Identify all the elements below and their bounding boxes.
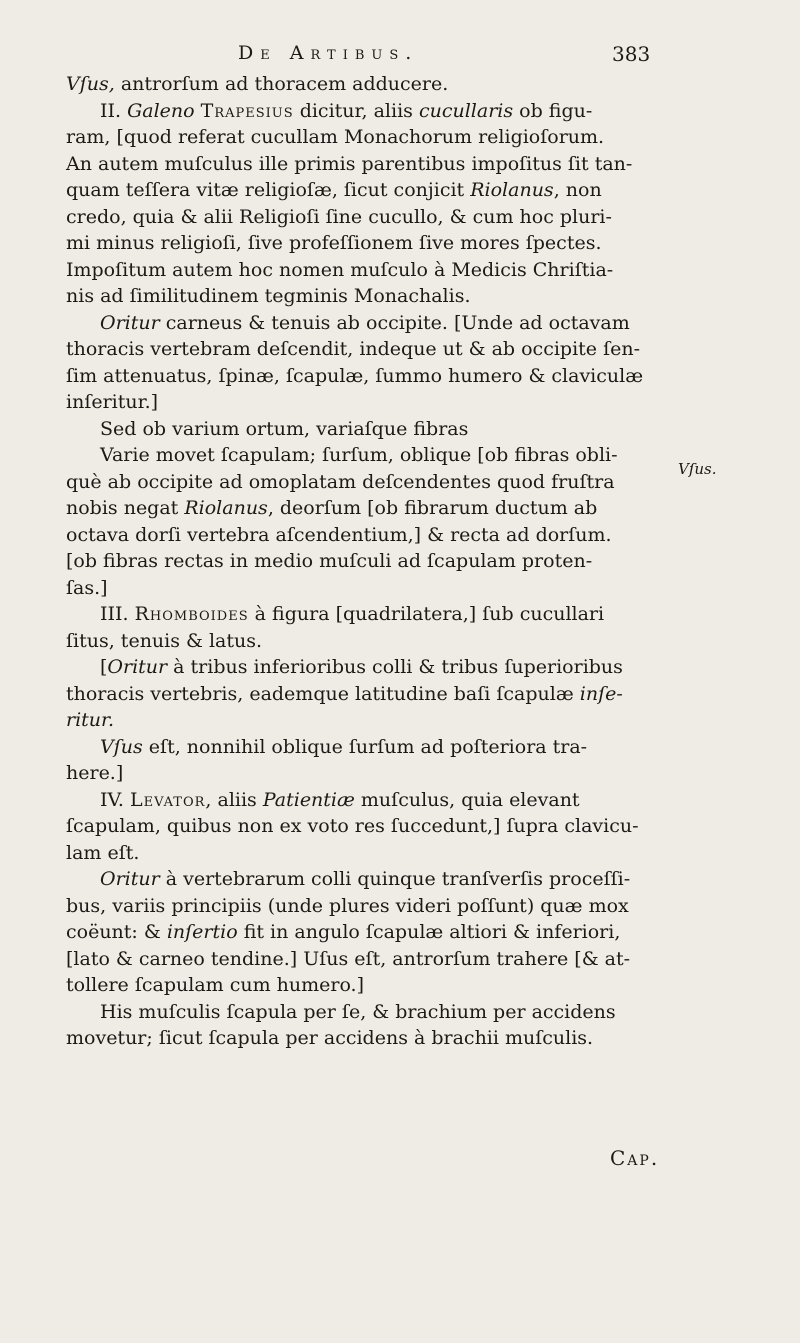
italic-term: Riolanus — [470, 179, 554, 201]
text-line: ſas.] — [66, 576, 108, 599]
text-line — [66, 495, 666, 522]
text-span: ob figu- — [513, 99, 593, 122]
italic-term: cucullaris — [418, 99, 514, 122]
text-line: ſim attenuatus, ſpinæ, ſcapulæ, ſummo humero & claviculæ — [66, 364, 644, 387]
text-line: ſitus, tenuis & latus. — [66, 629, 263, 652]
text-line: Sed ob varium ortum, variaſque fibras — [100, 417, 469, 440]
text-line: octava dorſi vertebra aſcendentium,] & recta ad dorſum. — [66, 523, 612, 546]
text-line: mi minus religioſi, ſive profeſſionem ſive mores ſpectes. — [66, 232, 602, 254]
italic-term: Oritur — [107, 656, 168, 678]
italic-term: inſertio — [166, 921, 238, 943]
text-span: eſt, nonnihil oblique ſurſum ad poſteriora tra- — [142, 735, 588, 758]
text-line: movetur; ſicut ſcapula per accidens à brachii muſculis. — [66, 1027, 594, 1049]
text-line: ritur. — [66, 709, 115, 731]
text-line: His muſculis ſcapula per ſe, & brachium per accidens — [100, 1000, 616, 1023]
text-span: nobis negat — [66, 497, 185, 519]
text-span: quam teſſera vitæ religioſæ, ſicut conjicit — [66, 179, 471, 201]
section-numeral: IV. — [100, 788, 130, 811]
italic-term: Riolanus — [184, 497, 268, 519]
text-span: à figura [quadrilatera,] ſub cucullari — [248, 603, 605, 625]
text-span: coëunt: & — [66, 921, 167, 943]
text-line — [66, 866, 666, 893]
text-line: thoracis vertebram deſcendit, indeque ut & ab occipite ſen- — [66, 338, 640, 360]
italic-term: Galeno — [127, 99, 195, 122]
text-span: antrorſum ad thoracem adducere. — [114, 73, 449, 95]
text-span: , deorſum [ob fibrarum ductum ab — [267, 497, 598, 519]
section-numeral: III. — [100, 603, 135, 625]
text-span: , non — [553, 179, 602, 201]
text-line: inſeritur.] — [66, 391, 159, 413]
text-line: lam eſt. — [66, 841, 140, 864]
text-span: à vertebrarum colli quinque tranſverſis proceſſi- — [159, 868, 631, 890]
text-line: què ab occipite ad omoplatam deſcendentes quod fruſtra — [66, 470, 615, 493]
text-line: [lato & carneo tendine.] Uſus eſt, antrorſum trahere [& at- — [66, 947, 631, 970]
text-line — [66, 734, 666, 761]
margin-note: Vſus. — [678, 460, 717, 478]
text-line: tollere ſcapulam cum humero.] — [66, 974, 365, 996]
text-line: Varie movet ſcapulam; ſurſum, oblique [ob fibras obli- — [100, 444, 618, 466]
catchword: Cap. — [610, 1146, 660, 1170]
text-line — [66, 71, 666, 98]
text-line — [66, 601, 666, 628]
muscle-name: Trapesius — [200, 99, 294, 122]
text-line: credo, quia & alii Religioſi ſine cucullo, & cum hoc pluri- — [66, 205, 612, 228]
italic-term: Vſus, — [66, 73, 115, 95]
text-span: , aliis — [205, 788, 263, 811]
text-span: carneus & tenuis ab occipite. [Unde ad octavam — [159, 311, 630, 334]
text-line — [66, 654, 666, 681]
text-line: ram, [quod referat cucullam Monachorum religioſorum. — [66, 126, 605, 148]
text-line — [66, 787, 666, 814]
italic-term: Patientiæ — [262, 788, 355, 811]
section-numeral: II. — [100, 99, 128, 122]
text-line: bus, variis principiis (unde plures videri poſſunt) quæ mox — [66, 894, 629, 917]
text-line: nis ad ſimilitudinem tegminis Monachalis. — [66, 285, 471, 307]
italic-term: Oritur — [100, 311, 160, 334]
text-line — [66, 177, 666, 204]
text-line — [66, 310, 666, 337]
text-line: ſcapulam, quibus non ex voto res ſuccedunt,] ſupra clavicu- — [66, 815, 639, 837]
text-line — [66, 681, 666, 708]
text-span: thoracis vertebris, eademque latitudine baſi ſcapulæ — [66, 682, 580, 705]
text-span: dicitur, aliis — [293, 99, 419, 122]
text-span: fit in angulo ſcapulæ altiori & inferiori, — [237, 921, 621, 943]
text-line — [66, 919, 666, 946]
text-line: Impoſitum autem hoc nomen muſculo à Medicis Chriſtia- — [66, 258, 614, 281]
text-line: [ob fibras rectas in medio muſculi ad ſcapulam proten- — [66, 550, 593, 572]
text-span: à tribus inferioribus colli & tribus ſuperioribus — [167, 656, 623, 678]
muscle-name: Levator — [129, 788, 206, 811]
text-span: muſculus, quia elevant — [354, 788, 580, 811]
italic-term: inſe- — [579, 682, 623, 705]
italic-term: Vſus — [100, 735, 143, 758]
main-text — [66, 71, 666, 1052]
text-line: here.] — [66, 762, 124, 784]
italic-term: Oritur — [100, 868, 160, 890]
muscle-name: Rhomboides — [134, 603, 249, 625]
text-line: An autem muſculus ille primis parentibus impoſitus ſit tan- — [66, 152, 633, 175]
text-line — [66, 98, 666, 125]
page-header — [0, 42, 800, 72]
text-span: [ — [100, 656, 108, 678]
running-head: De Artibus. — [238, 42, 419, 64]
page-number: 383 — [612, 42, 651, 66]
